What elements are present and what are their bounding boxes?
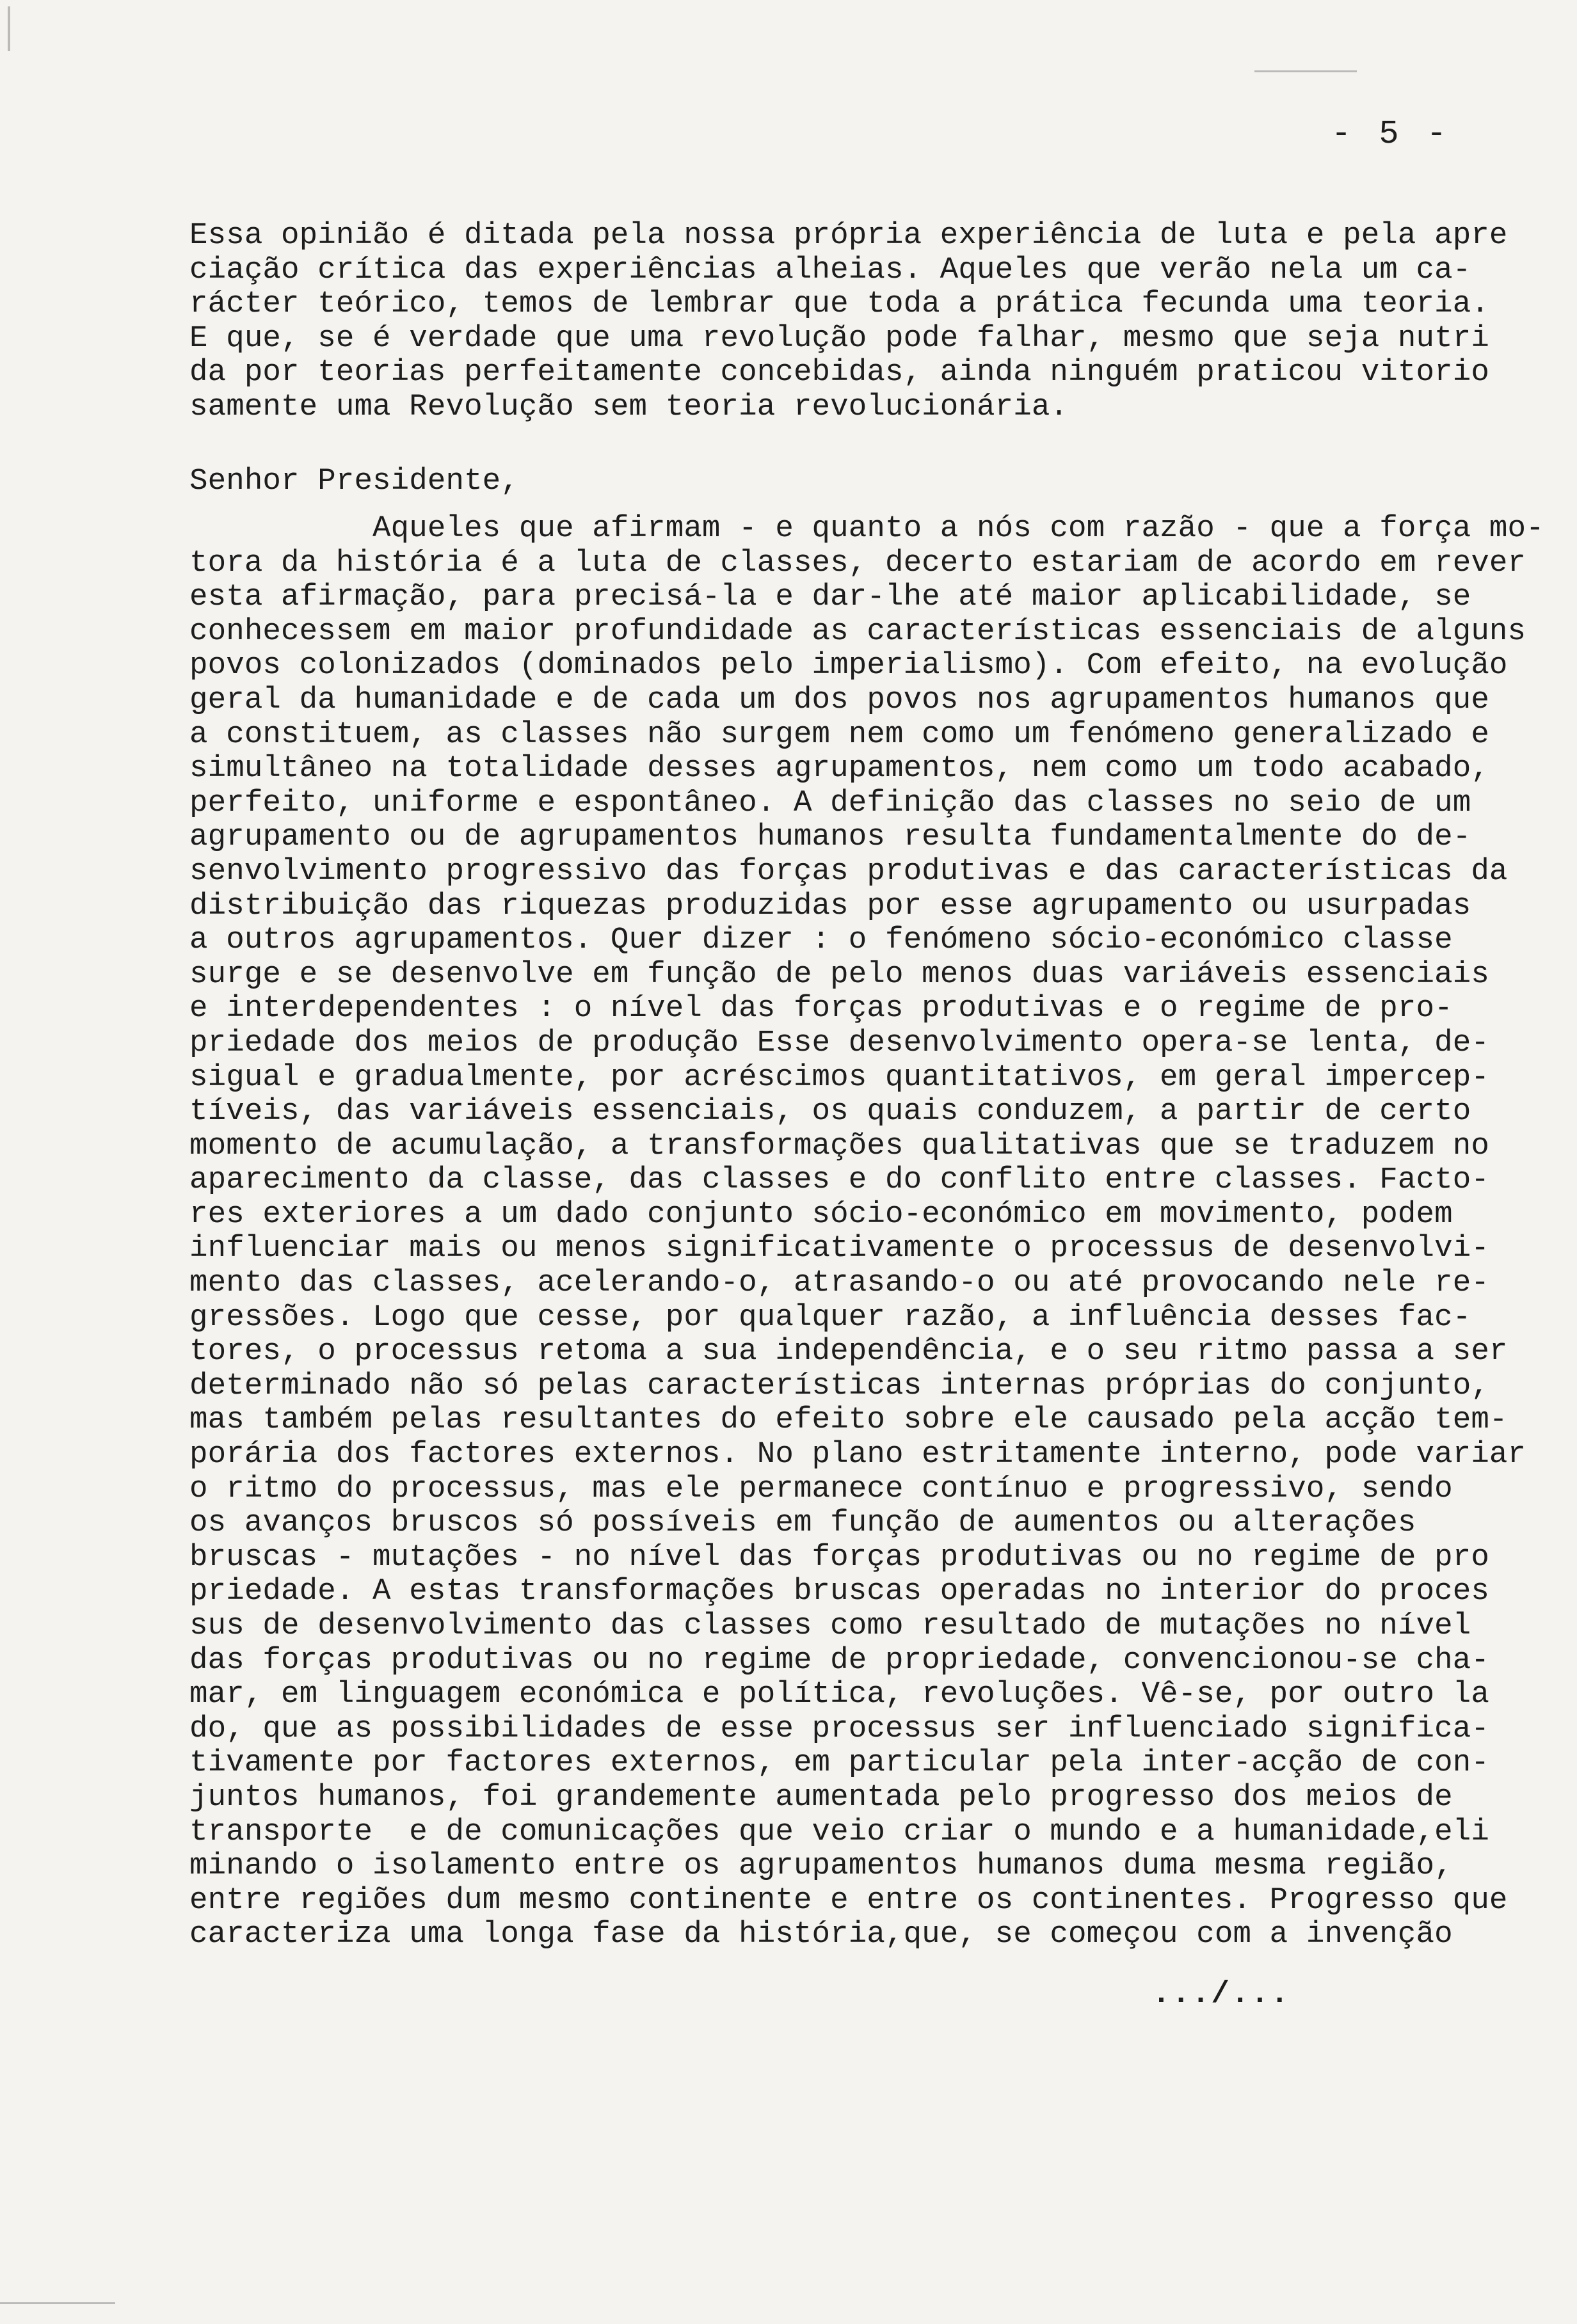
- text-line: Aqueles que afirmam - e quanto a nós com razão - que a força mo-: [189, 511, 1544, 546]
- text-line: juntos humanos, foi grandemente aumentada pelo progresso dos meios de: [189, 1779, 1453, 1815]
- text-line: determinado não só pelas características internas próprias do conjunto,: [189, 1368, 1489, 1403]
- text-line: do, que as possibilidades de esse processus ser influenciado significa-: [189, 1711, 1489, 1746]
- text-line: bruscas - mutações - no nível das forças produtivas ou no regime de pro: [189, 1540, 1489, 1575]
- text-line: res exteriores a um dado conjunto sócio-económico em movimento, podem: [189, 1197, 1453, 1232]
- scan-mark-top-right: [1254, 70, 1357, 72]
- scan-mark-bottom-left: [0, 2302, 115, 2304]
- text-line: a outros agrupamentos. Quer dizer : o fenómeno sócio-económico classe: [189, 923, 1453, 958]
- text-line: geral da humanidade e de cada um dos povos nos agrupamentos humanos que: [189, 682, 1489, 717]
- text-line: da por teorias perfeitamente concebidas, ainda ninguém praticou vitorio: [189, 355, 1489, 390]
- text-line: povos colonizados (dominados pelo imperialismo). Com efeito, na evolução: [189, 648, 1508, 683]
- text-line: a constituem, as classes não surgem nem como um fenómeno generalizado e: [189, 717, 1489, 752]
- text-line: priedade. A estas transformações bruscas operadas no interior do proces: [189, 1574, 1489, 1609]
- text-line: Essa opinião é ditada pela nossa própria experiência de luta e pela apre: [189, 218, 1508, 253]
- salutation: [189, 465, 1559, 499]
- text-line: minando o isolamento entre os agrupamentos humanos duma mesma região,: [189, 1849, 1453, 1884]
- text-line: transporte e de comunicações que veio criar o mundo e a humanidade,eli: [189, 1814, 1489, 1849]
- text-line: e interdependentes : o nível das forças produtivas e o regime de pro-: [189, 991, 1453, 1026]
- scan-mark-top-left: [8, 6, 10, 51]
- text-line: samente uma Revolução sem teoria revolucionária.: [189, 389, 1069, 424]
- text-line: das forças produtivas ou no regime de propriedade, convencionou-se cha-: [189, 1643, 1489, 1678]
- text-line: gressões. Logo que cesse, por qualquer razão, a influência desses fac-: [189, 1300, 1471, 1335]
- continuation-mark: .../...: [1152, 1977, 1290, 2012]
- text-line: sus de desenvolvimento das classes como resultado de mutações no nível: [189, 1609, 1471, 1643]
- text-line: entre regiões dum mesmo continente e entre os continentes. Progresso que: [189, 1882, 1508, 1918]
- text-line: momento de acumulação, a transformações qualitativas que se traduzem no: [189, 1128, 1489, 1163]
- text-line: tivamente por factores externos, em particular pela inter-acção de con-: [189, 1746, 1489, 1781]
- text-line: os avanços bruscos só possíveis em função de aumentos ou alterações: [189, 1506, 1416, 1541]
- text-line: perfeito, uniforme e espontâneo. A definição das classes no seio de um: [189, 785, 1471, 820]
- salutation-text: Senhor Presidente,: [189, 464, 519, 498]
- text-line: tores, o processus retoma a sua independência, e o seu ritmo passa a ser: [189, 1334, 1508, 1369]
- text-line: rácter teórico, temos de lembrar que toda a prática fecunda uma teoria.: [189, 287, 1489, 322]
- text-line: esta afirmação, para precisá-la e dar-lhe até maior aplicabilidade, se: [189, 580, 1471, 615]
- text-line: mento das classes, acelerando-o, atrasando-o ou até provocando nele re-: [189, 1266, 1489, 1301]
- paragraph-2: [189, 512, 1559, 1952]
- paragraph-1: [189, 219, 1559, 425]
- page-number: - 5 -: [1331, 115, 1451, 153]
- text-line: aparecimento da classe, das classes e do conflito entre classes. Facto-: [189, 1163, 1489, 1198]
- text-line: simultâneo na totalidade desses agrupamentos, nem como um todo acabado,: [189, 751, 1489, 786]
- text-line: E que, se é verdade que uma revolução pode falhar, mesmo que seja nutri: [189, 321, 1489, 356]
- text-line: mas também pelas resultantes do efeito sobre ele causado pela acção tem-: [189, 1403, 1508, 1438]
- text-line: tíveis, das variáveis essenciais, os quais conduzem, a partir de certo: [189, 1094, 1471, 1129]
- text-line: sigual e gradualmente, por acréscimos quantitativos, em geral impercep-: [189, 1060, 1489, 1095]
- text-line: priedade dos meios de produção Esse desenvolvimento opera-se lenta, de-: [189, 1025, 1489, 1060]
- text-line: surge e se desenvolve em função de pelo menos duas variáveis essenciais: [189, 957, 1489, 992]
- text-line: conhecessem em maior profundidade as características essenciais de alguns: [189, 614, 1526, 649]
- text-line: porária dos factores externos. No plano estritamente interno, pode variar: [189, 1437, 1526, 1472]
- text-line: o ritmo do processus, mas ele permanece contínuo e progressivo, sendo: [189, 1471, 1453, 1506]
- text-line: ciação crítica das experiências alheias. Aqueles que verão nela um ca-: [189, 252, 1471, 287]
- text-line: agrupamento ou de agrupamentos humanos resulta fundamentalmente do de-: [189, 820, 1471, 855]
- text-line: senvolvimento progressivo das forças produtivas e das características da: [189, 854, 1508, 889]
- text-line: distribuição das riquezas produzidas por esse agrupamento ou usurpadas: [189, 888, 1471, 923]
- text-line: influenciar mais ou menos significativamente o processus de desenvolvi-: [189, 1231, 1489, 1266]
- text-line: tora da história é a luta de classes, decerto estariam de acordo em rever: [189, 545, 1526, 580]
- text-line: caracteriza uma longa fase da história,que, se começou com a invenção: [189, 1917, 1453, 1952]
- text-line: mar, em linguagem económica e política, revoluções. Vê-se, por outro la: [189, 1677, 1489, 1712]
